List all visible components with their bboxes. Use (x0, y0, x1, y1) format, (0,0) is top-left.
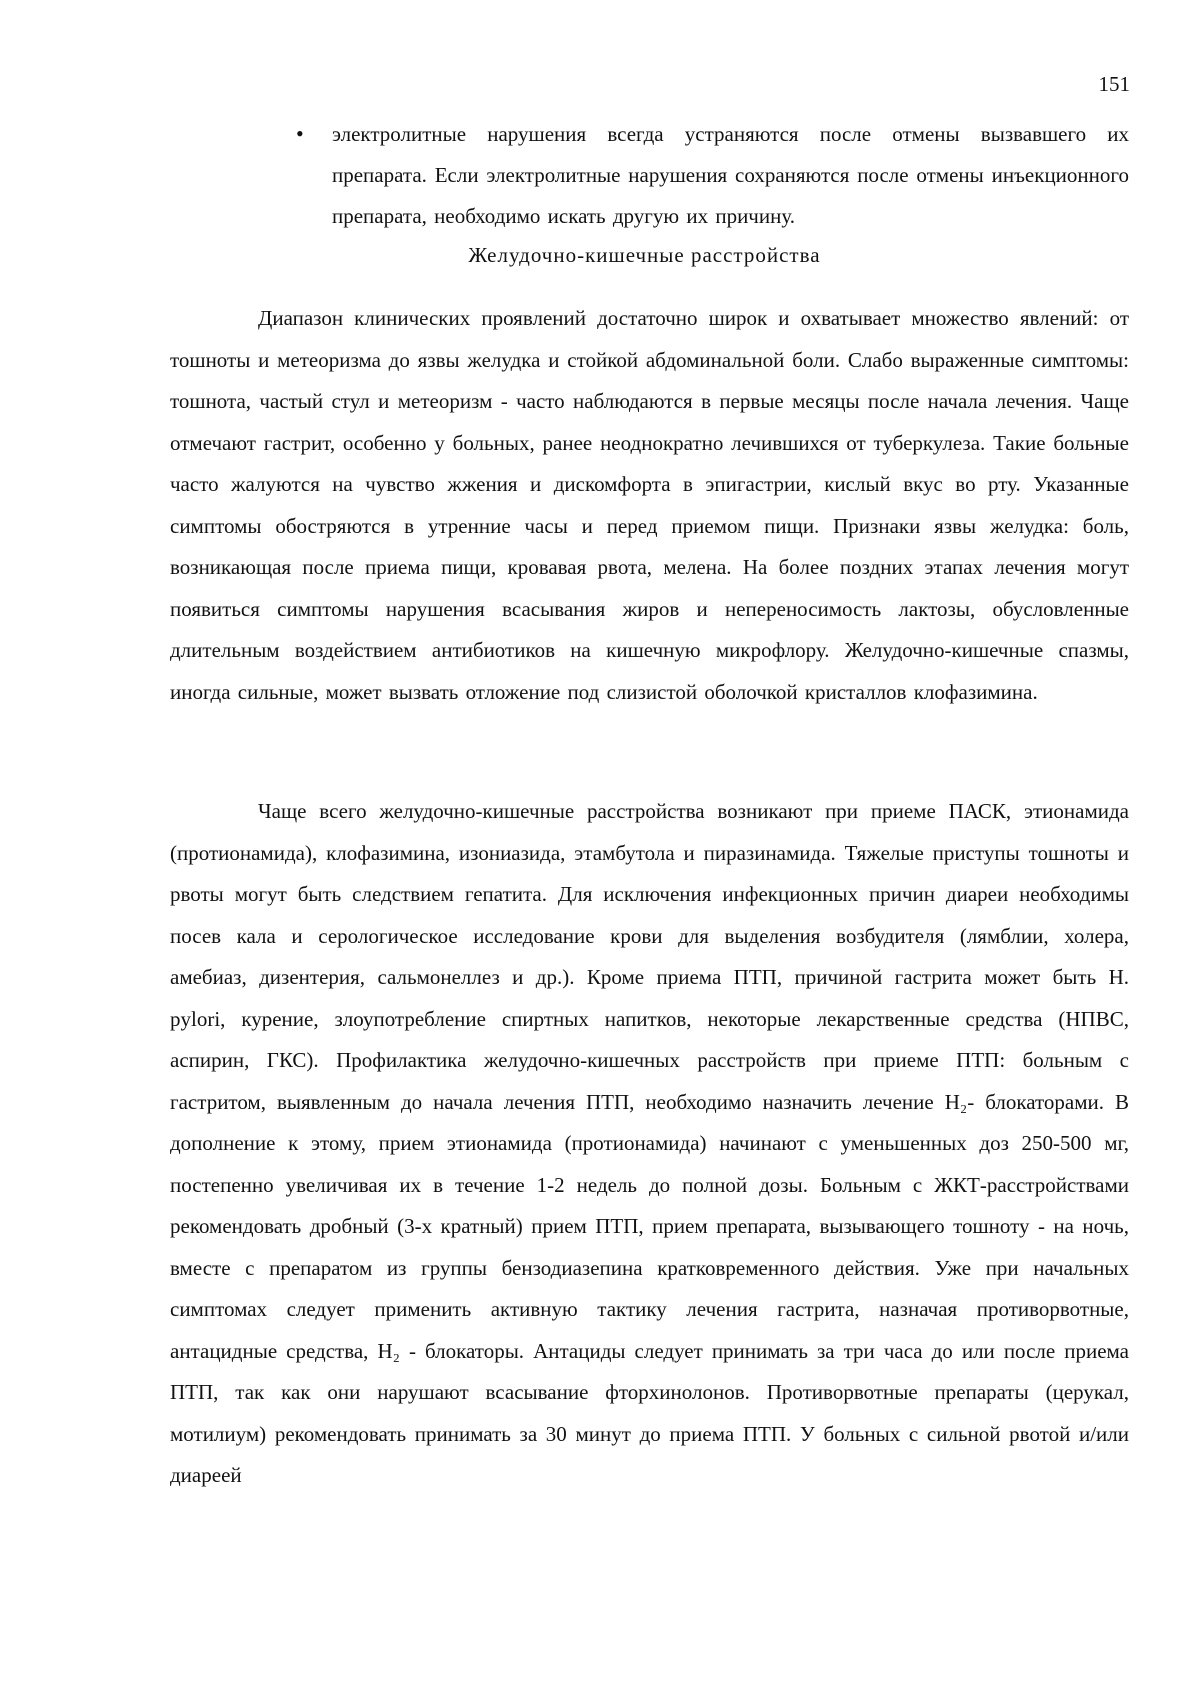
body-paragraph-2: Чаще всего желудочно-кишечные расстройства возникают при приеме ПАСК, этионамида (протионамида), клофазимина, изониазида, этамбутола и пиразинамида. Тяжелые приступы тошноты и рвоты могут быть следствием гепатита. Для исключения инфекционных причин диареи необходимы посев кала и серологическое исследование крови для выделения возбудителя (лямблии, холера, амебиаз, дизентерия, сальмонеллез и др.). Кроме приема ПТП, причиной гастрита может быть H. pylori, курение, злоупотребление спиртных напитков, некоторые лекарственные средства (НПВС, аспирин, ГКС). Профилактика желудочно-кишечных расстройств при приеме ПТП: больным с гастритом, выявленным до начала лечения ПТП, необходимо назначить лечение H₂- блокаторами. В дополнение к этому, прием этионамида (протионамида) начинают с уменьшенных доз 250-500 мг, постепенно увеличивая их в течение 1-2 недель до полной дозы. Больным с ЖКТ-расстройствами рекомендовать дробный (3-х кратный) прием ПТП, прием препарата, вызывающего тошноту - на ночь, вместе с препаратом из группы бензодиазепина кратковременного действия. Уже при начальных симптомах следует применить активную тактику лечения гастрита, назначая противорвотные, антацидные средства, H₂ - блокаторы. Антациды следует принимать за три часа до или после приема ПТП, так как они нарушают всасывание фторхинолонов. Противорвотные препараты (церукал, мотилиум) рекомендовать принимать за 30 минут до приема ПТП. У больных с сильной рвотой и/или диареей (170, 799, 1129, 1487)
bullet-marker: • (296, 121, 304, 146)
bullet-list-item (296, 114, 1129, 237)
page-number: 151 (1098, 72, 1130, 96)
bullet-item-text: электролитные нарушения всегда устраняются после отмены вызвавшего их препарата. Если электролитные нарушения сохраняются после отмены инъекционного препарата, необходимо искать другую их причину. (332, 122, 1129, 228)
body-paragraph-1: Диапазон клинических проявлений достаточно широк и охватывает множество явлений: от тошноты и метеоризма до язвы желудка и стойкой абдоминальной боли. Слабо выраженные симптомы: тошнота, частый стул и метеоризм - часто наблюдаются в первые месяцы после начала лечения. Чаще отмечают гастрит, особенно у больных, ранее неоднократно лечившихся от туберкулеза. Такие больные часто жалуются на чувство жжения и дискомфорта в эпигастрии, кислый вкус во рту. Указанные симптомы обостряются в утренние часы и перед приемом пищи. Признаки язвы желудка: боль, возникающая после приема пищи, кровавая рвота, мелена. На более поздних этапах лечения могут появиться симптомы нарушения всасывания жиров и непереносимость лактозы, обусловленные длительным воздействием антибиотиков на кишечную микрофлору. Желудочно-кишечные спазмы, иногда сильные, может вызвать отложение под слизистой оболочкой кристаллов клофазимина. (170, 306, 1129, 704)
section-heading: Желудочно-кишечные расстройства (468, 243, 821, 267)
